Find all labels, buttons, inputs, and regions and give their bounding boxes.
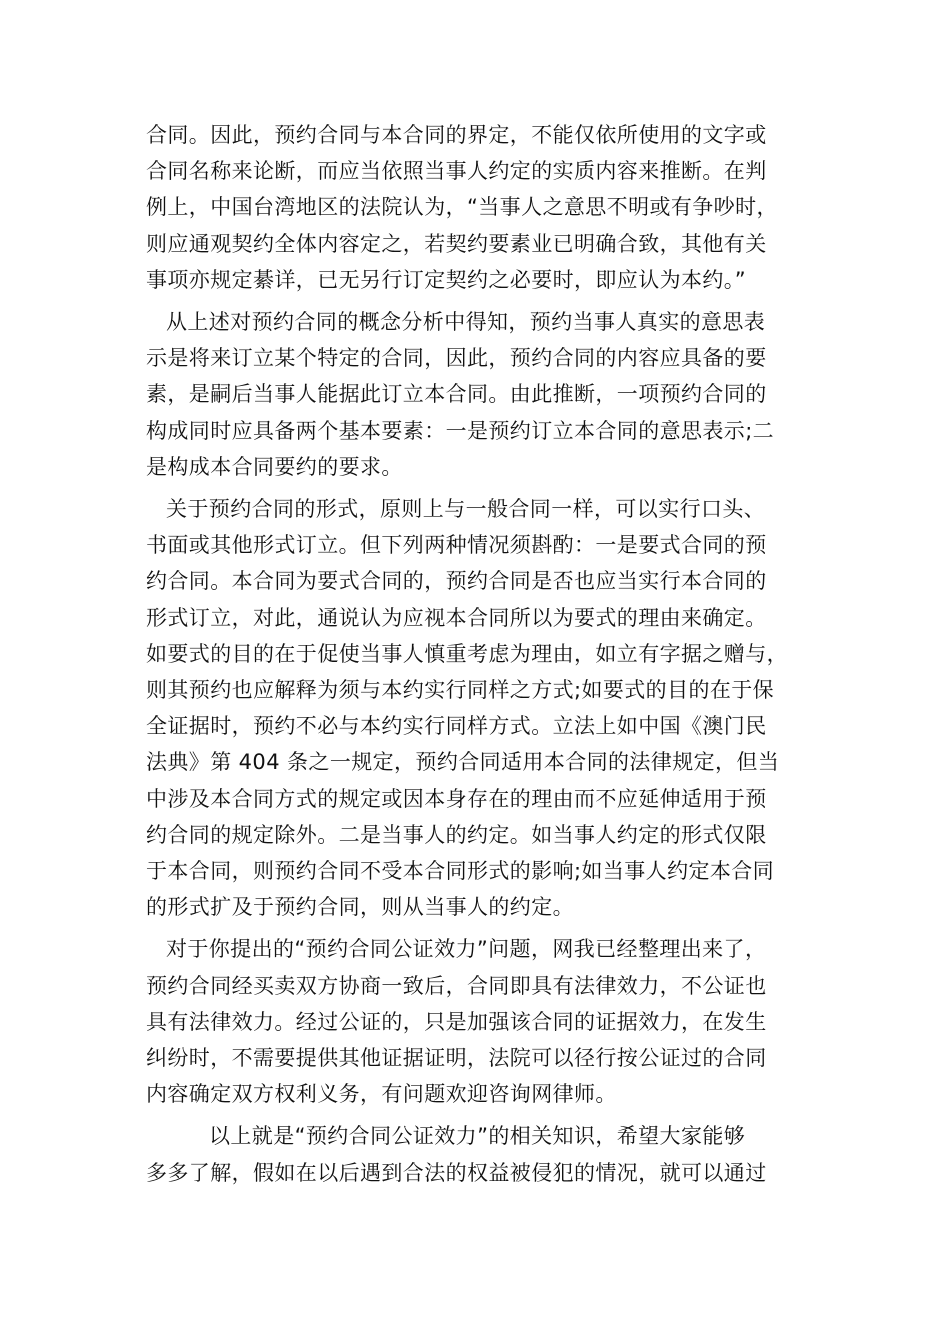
text-line: 示是将来订立某个特定的合同，因此，预约合同的内容应具备的要 — [146, 346, 767, 371]
document-body — [146, 117, 810, 1197]
text-line: 素，是嗣后当事人能据此订立本合同。由此推断，一项预约合同的 — [146, 382, 767, 407]
paragraph-3 — [146, 491, 810, 925]
text-line: 法典》第 404 条之一规定，预约合同适用本合同的法律规定，但当 — [146, 750, 780, 775]
paragraph-2 — [146, 304, 810, 485]
text-line: 约合同。本合同为要式合同的，预约合同是否也应当实行本合同的 — [146, 569, 767, 594]
text-line: 合同名称来论断，而应当依照当事人约定的实质内容来推断。在判 — [146, 159, 767, 184]
text-line: 例上，中国台湾地区的法院认为，“当事人之意思不明或有争吵时， — [146, 195, 778, 220]
text-line: 纠纷时，不需要提供其他证据证明，法院可以径行按公证过的合同 — [146, 1046, 767, 1071]
text-line: 合同。因此，预约合同与本合同的界定，不能仅依所使用的文字或 — [146, 123, 767, 147]
paragraph-4 — [146, 931, 810, 1112]
text-line: 中涉及本合同方式的规定或因本身存在的理由而不应延伸适用于预 — [146, 786, 767, 811]
text-line: 形式订立，对此，通说认为应视本合同所以为要式的理由来确定。 — [146, 605, 767, 630]
text-line: 于本合同，则预约合同不受本合同形式的影响;如当事人约定本合同 — [146, 859, 775, 884]
text-line: 全证据时，预约不必与本约实行同样方式。立法上如中国《澳门民 — [146, 714, 767, 739]
paragraph-1 — [146, 117, 810, 298]
text-line: 是构成本合同要约的要求。 — [146, 454, 403, 479]
text-line: 对于你提出的“预约合同公证效力”问题，网我已经整理出来了， — [166, 937, 767, 962]
text-line: 具有法律效力。经过公证的，只是加强该合同的证据效力，在发生 — [146, 1009, 767, 1034]
text-line: 的形式扩及于预约合同，则从当事人的约定。 — [146, 895, 574, 920]
text-line: 构成同时应具备两个基本要素：一是预约订立本合同的意思表示;二 — [146, 418, 775, 443]
text-line: 内容确定双方权利义务，有问题欢迎咨询网律师。 — [146, 1082, 617, 1107]
text-line: 从上述对预约合同的概念分析中得知，预约当事人真实的意思表 — [166, 310, 766, 335]
text-line: 约合同的规定除外。二是当事人的约定。如当事人约定的形式仅限 — [146, 822, 767, 847]
text-line: 事项亦规定綦详，已无另行订定契约之必要时，即应认为本约。” — [146, 267, 746, 292]
text-line: 则其预约也应解释为须与本约实行同样之方式;如要式的目的在于保 — [146, 678, 775, 703]
text-line: 关于预约合同的形式，原则上与一般合同一样，可以实行口头、 — [166, 497, 766, 522]
text-line: 如要式的目的在于促使当事人慎重考虑为理由，如立有字据之赠与， — [146, 641, 788, 666]
text-line: 则应通观契约全体内容定之，若契约要素业已明确合致，其他有关 — [146, 231, 767, 256]
text-line: 多多了解，假如在以后遇到合法的权益被侵犯的情况，就可以通过 — [146, 1160, 767, 1185]
text-line: 预约合同经买卖双方协商一致后，合同即具有法律效力，不公证也 — [146, 973, 767, 998]
text-line: 书面或其他形式订立。但下列两种情况须斟酌：一是要式合同的预 — [146, 533, 767, 558]
paragraph-5 — [146, 1118, 810, 1190]
text-line: 以上就是“预约合同公证效力”的相关知识，希望大家能够 — [209, 1124, 746, 1149]
